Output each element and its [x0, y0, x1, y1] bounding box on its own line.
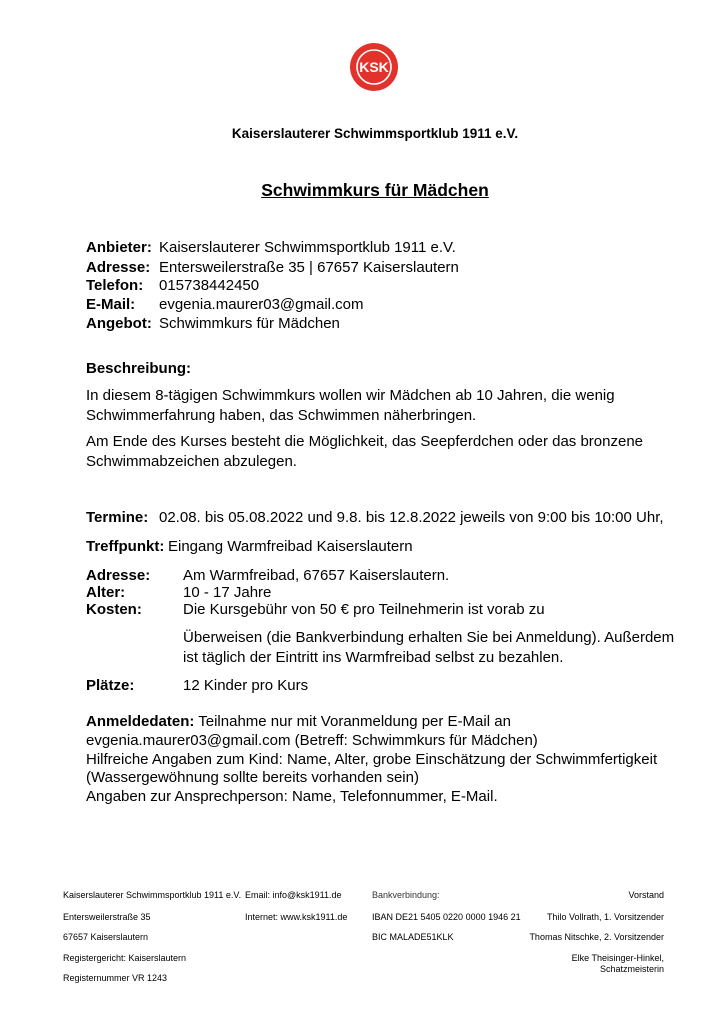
ort-adresse-label: Adresse:: [86, 567, 151, 584]
footer-register-court: Registergericht: Kaiserslautern: [63, 953, 187, 963]
footer-website[interactable]: Internet: www.ksk1911.de: [245, 912, 348, 922]
footer-email[interactable]: Email: info@ksk1911.de: [245, 890, 342, 900]
anmeldung-line-2: evgenia.maurer03@gmail.com (Betreff: Schwimmkurs für Mädchen): [86, 732, 538, 749]
telefon-value: 015738442450: [159, 277, 260, 294]
footer-bic: BIC MALADE51KLK: [372, 932, 454, 942]
telefon-label: Telefon:: [86, 277, 144, 294]
email-label: E-Mail:: [86, 296, 136, 313]
description-heading: Beschreibung:: [86, 360, 192, 377]
footer-club-name: Kaiserslauterer Schwimmsportklub 1911 e.V.: [63, 890, 242, 900]
club-title: Kaiserslauterer Schwimmsportklub 1911 e.V.: [231, 126, 519, 141]
ort-adresse-value: Am Warmfreibad, 67657 Kaiserslautern.: [183, 567, 450, 584]
footer-board-heading: Vorstand: [628, 890, 664, 900]
termine-value: 02.08. bis 05.08.2022 und 9.8. bis 12.8.2022 jeweils von 9:00 bis 10:00 Uhr,: [159, 509, 664, 526]
kosten-line-2: Überweisen (die Bankverbindung erhalten Sie bei Anmeldung). Außerdem: [183, 629, 675, 646]
treffpunkt-label: Treffpunkt:: [86, 538, 165, 555]
adresse-value: Entersweilerstraße 35 | 67657 Kaiserslautern: [159, 259, 459, 276]
description-paragraph-1: In diesem 8-tägigen Schwimmkurs wollen wir Mädchen ab 10 Jahren, die wenig Schwimmerfahrung haben, das Schwimmen näherbringen.: [86, 387, 615, 424]
footer-treasurer-name: Elke Theisinger-Hinkel,: [571, 953, 664, 963]
plaetze-value: 12 Kinder pro Kurs: [183, 677, 309, 694]
footer-city: 67657 Kaiserslautern: [63, 932, 149, 942]
footer-iban: IBAN DE21 5405 0220 0000 1946 21: [372, 912, 521, 922]
anmeldung-label: Anmeldedaten:: [86, 713, 195, 730]
kosten-label: Kosten:: [86, 601, 142, 618]
footer-register-number: Registernummer VR 1243: [63, 973, 168, 983]
anmeldung-line-4: (Wassergewöhnung sollte bereits vorhanden sein): [86, 769, 419, 786]
anbieter-value: Kaiserslauterer Schwimmsportklub 1911 e.V.: [159, 239, 456, 256]
angebot-label: Angebot:: [86, 315, 152, 332]
kosten-value: Die Kursgebühr von 50 € pro Teilnehmerin ist vorab zu: [183, 601, 545, 618]
angebot-value: Schwimmkurs für Mädchen: [159, 315, 340, 332]
description-paragraph-2: Am Ende des Kurses besteht die Möglichkeit, das Seepferdchen oder das bronzene Schwimmabzeichen abzulegen.: [86, 433, 644, 470]
ksk-logo: [349, 42, 399, 92]
anbieter-label: Anbieter:: [86, 239, 152, 256]
alter-value: 10 - 17 Jahre: [183, 584, 272, 601]
adresse-label: Adresse:: [86, 259, 151, 276]
treffpunkt-value: Eingang Warmfreibad Kaiserslautern: [168, 538, 413, 555]
footer-chair-1: Thilo Vollrath, 1. Vorsitzender: [546, 912, 664, 922]
footer-treasurer-title: Schatzmeisterin: [599, 964, 664, 974]
email-value[interactable]: evgenia.maurer03@gmail.com: [159, 296, 364, 313]
footer-bank-heading: Bankverbindung:: [372, 890, 440, 900]
footer-chair-2: Thomas Nitschke, 2. Vorsitzender: [529, 932, 664, 942]
document-title: Schwimmkurs für Mädchen: [261, 180, 489, 200]
plaetze-label: Plätze:: [86, 677, 135, 694]
anmeldung-line-5: Angaben zur Ansprechperson: Name, Telefonnummer, E-Mail.: [86, 788, 498, 805]
kosten-line-3: ist täglich der Eintritt ins Warmfreibad selbst zu bezahlen.: [183, 649, 564, 666]
termine-label: Termine:: [86, 509, 149, 526]
anmeldung-text-1: Teilnahme nur mit Voranmeldung per E-Mail an: [194, 713, 511, 730]
alter-label: Alter:: [86, 584, 126, 601]
anmeldung-line-1: [86, 712, 511, 732]
footer-street: Entersweilerstraße 35: [63, 912, 151, 922]
anmeldung-line-3: Hilfreiche Angaben zum Kind: Name, Alter, grobe Einschätzung der Schwimmfertigkeit: [86, 751, 658, 768]
logo-letters: KSK: [359, 59, 389, 75]
